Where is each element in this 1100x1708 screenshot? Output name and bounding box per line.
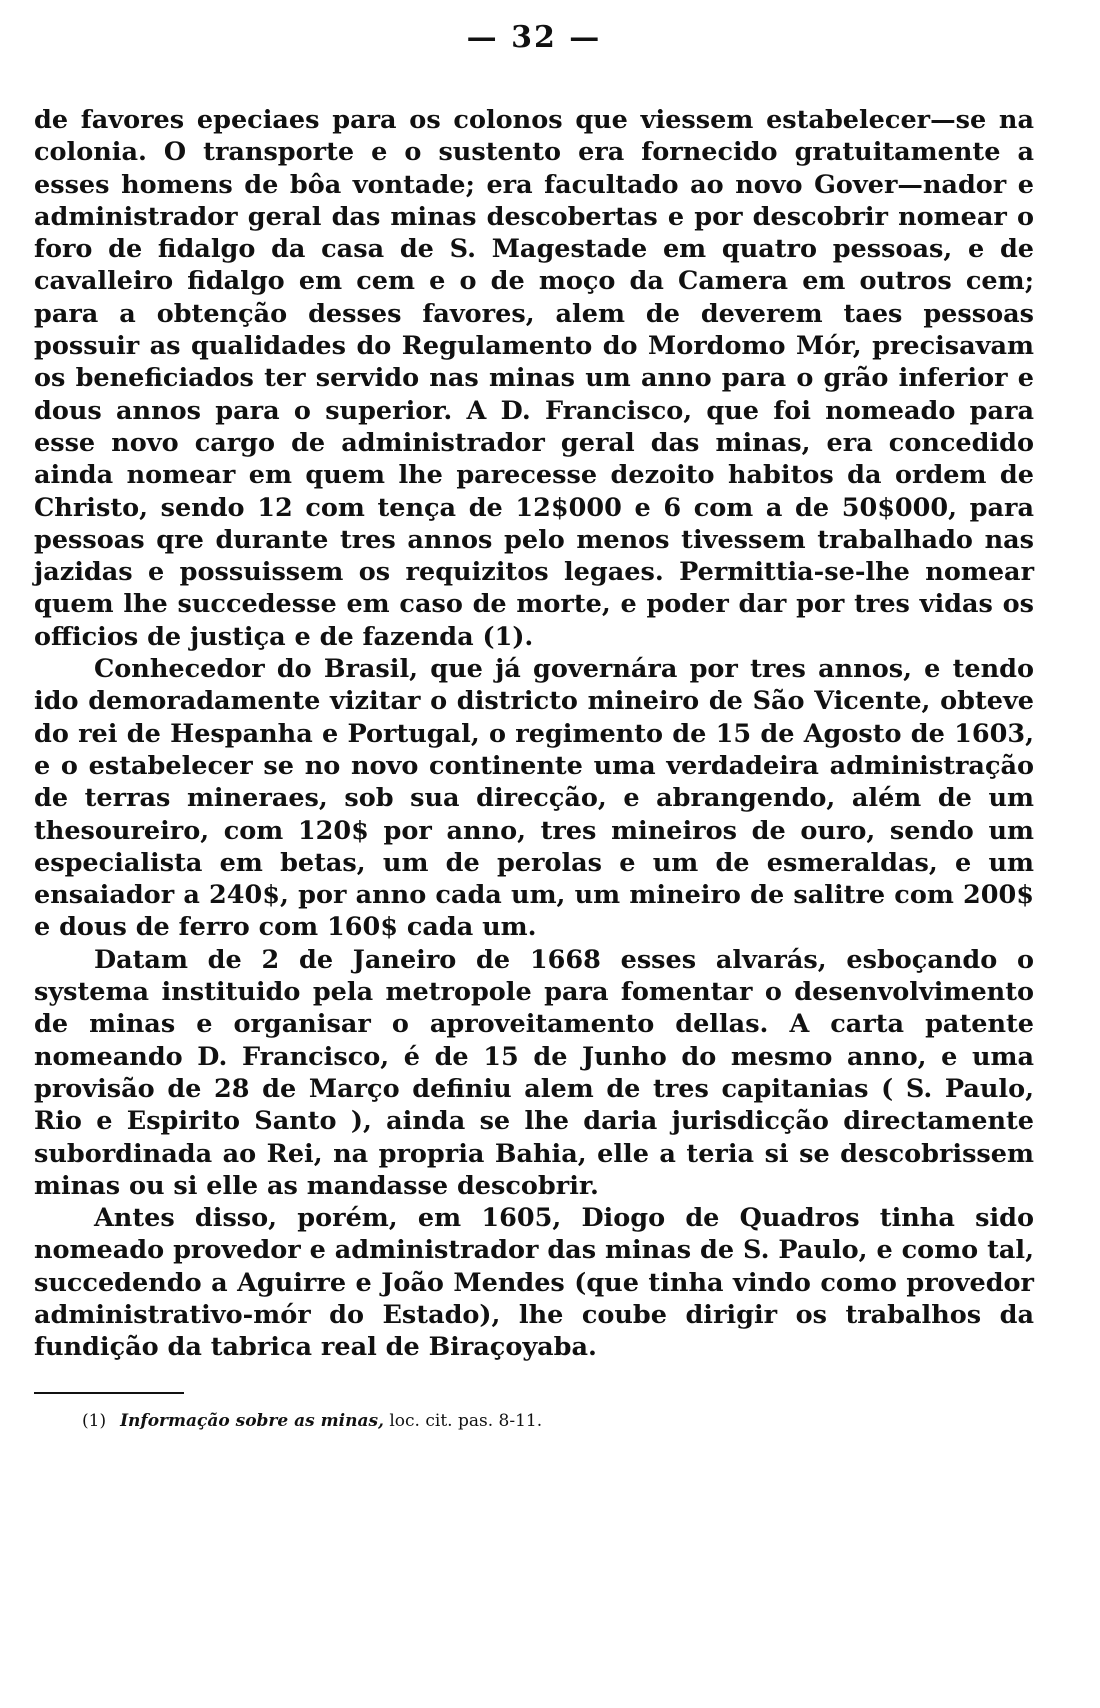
footnote (34, 1410, 1034, 1432)
footnote-title: Informação sobre as minas, (120, 1410, 384, 1431)
paragraph-4: Antes disso, porém, em 1605, Diogo de Quadros tinha sido nomeado provedor e administrador das minas de S. Paulo, e como tal, succedendo a Aguirre e João Mendes (que tinha vindo como provedor administrativo-mór do Estado), lhe coube dirigir os trabalhos da fundição da tabrica real de Biraçoyaba. (34, 1203, 1034, 1363)
paragraph-1: de favores epeciaes para os colonos que viessem estabelecer—se na colonia. O transporte e o sustento era fornecido gratuitamente a esses homens de bôa vontade; era facultado ao novo Gover—nador e administrador geral das minas descobertas e por descobrir nomear o foro de fidalgo da casa de S. Magestade em quatro pessoas, e de cavalleiro fidalgo em cem e o de moço da Camera em outros cem; para a obtenção desses favores, alem de deverem taes pessoas possuir as qualidades do Regulamento do Mordomo Mór, precisavam os beneficiados ter servido nas minas um anno para o grão inferior e dous annos para o superior. A D. Francisco, que foi nomeado para esse novo cargo de administrador geral das minas, era concedido ainda nomear em quem lhe parecesse dezoito habitos da ordem de Christo, sendo 12 com tença de 12$000 e 6 com a de 50$000, para pessoas qre durante tres annos pelo menos tivessem trabalhado nas jazidas e possuissem os requizitos legaes. Permittia-se-lhe nomear quem lhe succedesse em caso de morte, e poder dar por tres vidas os officios de justiça e de fazenda (1). (34, 105, 1034, 652)
footnote-marker: (1) (82, 1410, 107, 1431)
page-number: — 32 — (466, 20, 602, 55)
footnote-reference: loc. cit. pas. 8-11. (383, 1410, 543, 1431)
footnote-divider (34, 1392, 184, 1394)
document-page (34, 18, 1034, 1688)
paragraph-3: Datam de 2 de Janeiro de 1668 esses alvarás, esboçando o systema instituido pela metropole para fomentar o desenvolvimento de minas e organisar o aproveitamento dellas. A carta patente nomeando D. Francisco, é de 15 de Junho do mesmo anno, e uma provisão de 28 de Março definiu alem de tres capitanias ( S. Paulo, Rio e Espirito Santo ), ainda se lhe daria jurisdicção directamente subordinada ao Rei, na propria Bahia, elle a teria si se descobrissem minas ou si elle as mandasse descobrir. (34, 944, 1034, 1201)
body-text (34, 104, 1034, 1364)
paragraph-2: Conhecedor do Brasil, que já governára por tres annos, e tendo ido demoradamente vizitar o districto mineiro de São Vicente, obteve do rei de Hespanha e Portugal, o regimento de 15 de Agosto de 1603, e o estabelecer se no novo continente uma verdadeira administração de terras mineraes, sob sua direcção, e abrangendo, além de um thesoureiro, com 120$ por anno, tres mineiros de ouro, sendo um especialista em betas, um de perolas e um de esmeraldas, e um ensaiador a 240$, por anno cada um, um mineiro de salitre com 200$ e dous de ferro com 160$ cada um. (34, 654, 1034, 943)
